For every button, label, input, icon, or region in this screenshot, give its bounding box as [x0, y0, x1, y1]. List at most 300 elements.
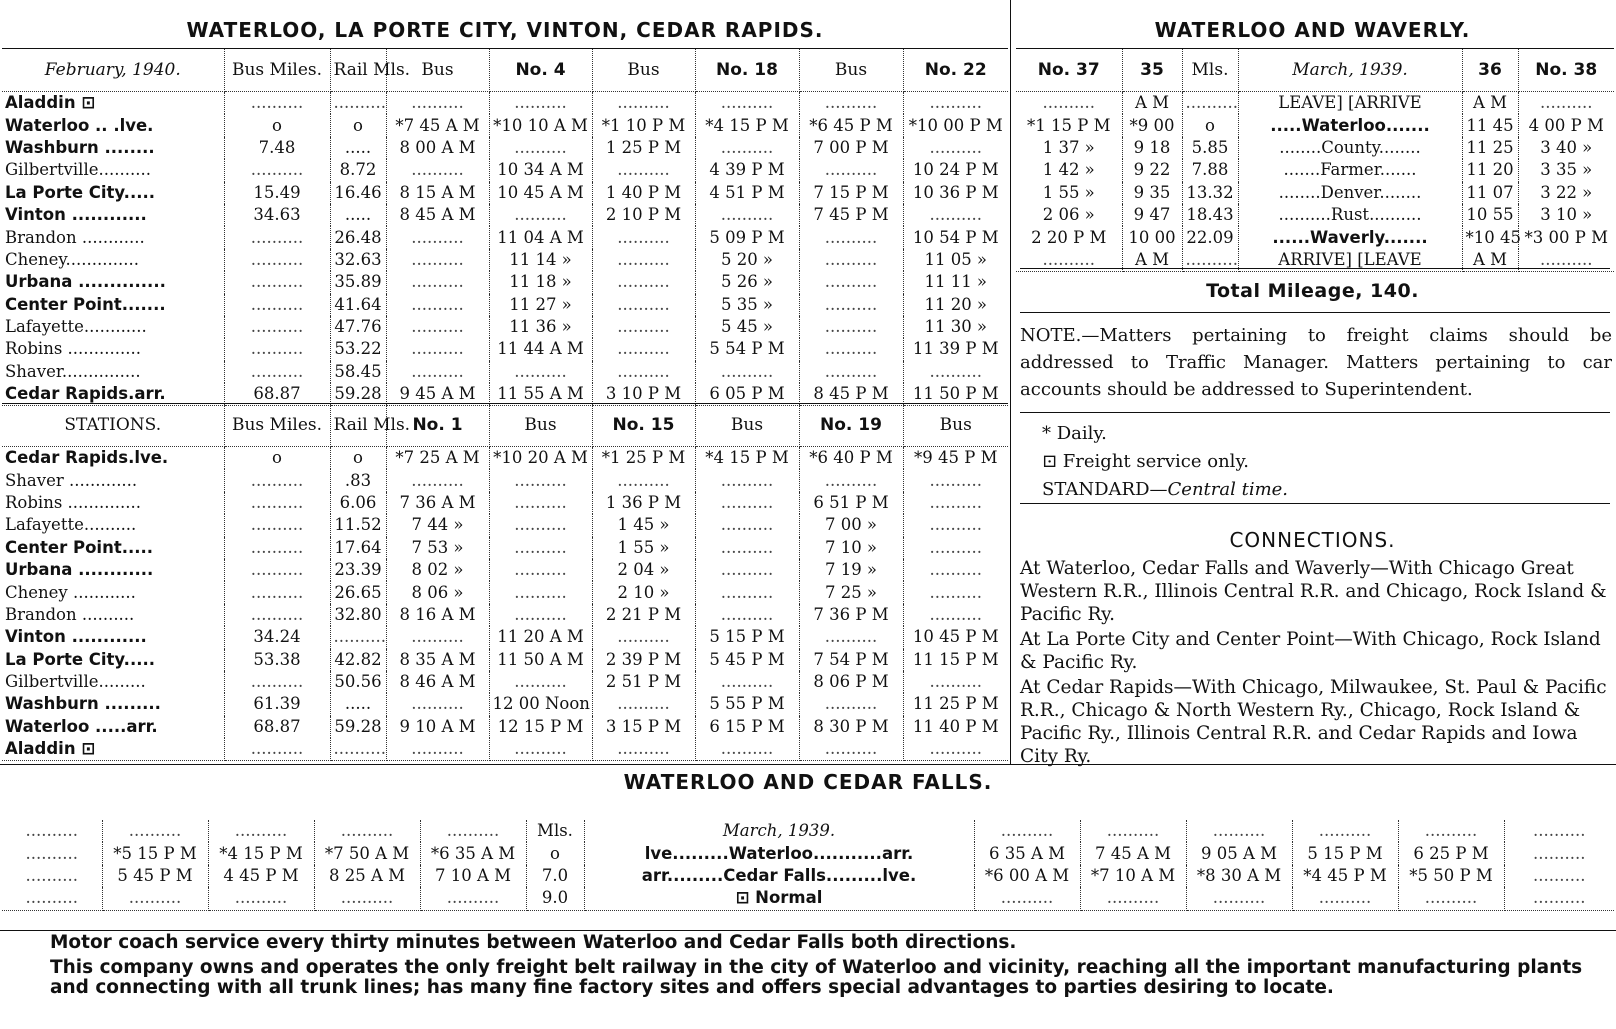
time-cell: *9 45 P M — [914, 448, 998, 468]
time-cell: .......... — [224, 271, 330, 293]
time-cell: 32.80 — [330, 604, 386, 626]
time-cell: 9 45 A M — [386, 383, 489, 406]
time-cell: 11 30 » — [924, 317, 988, 337]
time-cell: 8 06 P M — [799, 671, 903, 693]
table-row — [2, 271, 1008, 293]
station-cell: Vinton ............ — [2, 626, 224, 648]
time-cell: .......... — [799, 469, 903, 491]
time-cell: 3 22 » — [1540, 182, 1593, 202]
time-cell: 1 55 » — [1016, 182, 1122, 204]
time-cell: .......... — [386, 738, 489, 761]
time-cell: 9 10 A M — [386, 716, 489, 738]
time-cell: 9 22 — [1122, 159, 1182, 181]
time-cell: 26.65 — [330, 581, 386, 603]
time-cell: o — [526, 842, 584, 864]
cedar-falls-body — [2, 820, 1614, 910]
time-cell: 11 07 — [1462, 182, 1518, 204]
table-row — [2, 204, 1008, 226]
time-cell: .......... — [386, 226, 489, 248]
time-cell: .......... — [695, 204, 799, 226]
time-cell: .......... — [929, 137, 982, 157]
table-row — [1016, 159, 1614, 181]
time-cell: 1 55 » — [592, 537, 695, 559]
station-cell: Aladdin ⊡ — [2, 92, 224, 115]
time-cell: .......... — [695, 492, 799, 514]
time-cell: *7 50 A M — [314, 842, 420, 864]
header-cell: No. 38 — [1518, 49, 1614, 92]
table-row — [2, 693, 1008, 715]
time-cell: .......... — [489, 604, 592, 626]
header-cell: 35 — [1122, 49, 1182, 92]
table-row — [2, 581, 1008, 603]
connections-title: CONNECTIONS. — [1229, 528, 1396, 552]
time-cell: 11 39 P M — [912, 339, 999, 359]
time-cell: .......... — [224, 469, 330, 491]
time-cell: .......... — [799, 159, 903, 181]
time-cell: .......... — [489, 492, 592, 514]
time-cell: .......... — [224, 604, 330, 626]
time-cell: .......... — [1292, 887, 1398, 910]
time-cell: .......... — [330, 738, 386, 761]
time-cell: .......... — [929, 672, 982, 692]
time-cell: 11 20 — [1462, 159, 1518, 181]
time-cell: .......... — [974, 887, 1080, 910]
time-cell: 10 45 A M — [489, 182, 592, 204]
time-cell: .......... — [1504, 887, 1614, 910]
northbound-body — [2, 404, 1008, 761]
time-cell: .......... — [386, 361, 489, 383]
time-cell: 7 36 A M — [386, 492, 489, 514]
time-cell: *6 35 A M — [420, 842, 526, 864]
time-cell: 3 10 P M — [592, 383, 695, 406]
time-cell: 59.28 — [330, 383, 386, 406]
station-cell: Aladdin ⊡ — [2, 738, 224, 761]
time-cell: .......... — [799, 693, 903, 715]
time-cell: .......... — [330, 626, 386, 648]
time-cell: 8 46 A M — [386, 671, 489, 693]
connection-waterloo: At Waterloo, Cedar Falls and Waverly—With Chicago Great Western R.R., Illinois Central R.R. and Chicago, Rock Island & Pacific Ry. — [1020, 558, 1607, 625]
time-cell: *6 40 P M — [799, 447, 903, 470]
time-cell: 6 15 P M — [695, 716, 799, 738]
table-row — [2, 492, 1008, 514]
time-cell: .......... — [2, 865, 102, 887]
table-row — [2, 537, 1008, 559]
time-cell: 2 21 P M — [592, 604, 695, 626]
time-cell: 58.45 — [330, 361, 386, 383]
time-cell: .......... — [2, 820, 102, 842]
time-cell: *4 45 P M — [1292, 865, 1398, 887]
station-cell: Lafayette............ — [2, 316, 224, 338]
time-cell: 6 25 P M — [1398, 842, 1504, 864]
time-cell: 7 10 » — [799, 537, 903, 559]
time-cell: 10 55 — [1462, 204, 1518, 226]
header-cell: No. 4 — [489, 49, 592, 92]
time-cell: 8 25 A M — [314, 865, 420, 887]
time-cell: 6 05 P M — [695, 383, 799, 406]
header-row — [1016, 49, 1614, 92]
header-cell: Rail Mls. — [330, 404, 386, 447]
time-cell: .......... — [386, 338, 489, 360]
station-cell: Waterloo .. .lve. — [2, 114, 224, 136]
time-cell: .......... — [592, 361, 695, 383]
time-cell: 5 45 P M — [102, 865, 208, 887]
time-cell: 2 51 P M — [592, 671, 695, 693]
time-cell: .......... — [929, 515, 982, 535]
time-cell: .......... — [799, 92, 903, 115]
time-cell: 2 10 P M — [592, 204, 695, 226]
legend-standard: STANDARD—Central time. — [1042, 479, 1289, 500]
table-row — [2, 865, 1614, 887]
time-cell: *7 25 A M — [386, 447, 489, 470]
time-cell: *4 15 P M — [695, 114, 799, 136]
station-cell: Urbana ............ — [2, 559, 224, 581]
table-row — [1016, 226, 1614, 248]
table-row — [1016, 114, 1614, 136]
time-cell: 11 14 » — [489, 249, 592, 271]
time-cell: 5 55 P M — [695, 693, 799, 715]
station-cell: Waterloo .....arr. — [2, 716, 224, 738]
time-cell: *10 45 — [1462, 226, 1518, 248]
time-cell: 8 02 » — [386, 559, 489, 581]
time-cell: 7.0 — [526, 865, 584, 887]
time-cell: 11 36 » — [489, 316, 592, 338]
time-cell: .......... — [489, 361, 592, 383]
time-cell: .......... — [799, 294, 903, 316]
time-cell: 5 54 P M — [695, 338, 799, 360]
table-row — [2, 159, 1008, 181]
time-cell: .......... — [592, 271, 695, 293]
time-cell: .......... — [592, 738, 695, 761]
station-cell: .....Waterloo....... — [1238, 114, 1462, 136]
table-row — [2, 887, 1614, 910]
time-cell: .......... — [929, 205, 982, 225]
time-cell: .83 — [330, 469, 386, 491]
station-cell: Cedar Rapids.lve. — [2, 447, 224, 470]
time-cell: .......... — [1533, 843, 1586, 863]
time-cell: 68.87 — [224, 716, 330, 738]
footer-rule — [0, 930, 1616, 931]
time-cell: *10 00 P M — [908, 115, 1003, 135]
table-row — [2, 626, 1008, 648]
time-cell: .......... — [489, 738, 592, 761]
time-cell: .......... — [224, 92, 330, 115]
time-cell: 7 10 A M — [420, 865, 526, 887]
time-cell: 7 19 » — [799, 559, 903, 581]
time-cell: .......... — [1292, 820, 1398, 842]
time-cell: 68.87 — [224, 383, 330, 406]
time-cell: 7 00 » — [799, 514, 903, 536]
time-cell: 8 06 » — [386, 581, 489, 603]
time-cell: o — [224, 447, 330, 470]
time-cell: .......... — [799, 738, 903, 761]
time-cell: Mls. — [526, 820, 584, 842]
station-cell: lve.........Waterloo...........arr. — [584, 842, 974, 864]
connection-la-porte: At La Porte City and Center Point—With Chicago, Rock Island & Pacific Ry. — [1020, 629, 1601, 673]
table-row — [2, 226, 1008, 248]
time-cell: 5 45 P M — [695, 649, 799, 671]
time-cell: .......... — [224, 559, 330, 581]
time-cell: .......... — [592, 294, 695, 316]
mileage-rule — [1020, 312, 1610, 313]
time-cell: .......... — [489, 92, 592, 115]
time-cell: 1 25 P M — [592, 137, 695, 159]
time-cell: .......... — [592, 626, 695, 648]
station-cell: Shaver............... — [2, 361, 224, 383]
table-row — [2, 604, 1008, 626]
time-cell: *10 10 A M — [489, 114, 592, 136]
time-cell: .......... — [386, 249, 489, 271]
time-cell: .......... — [489, 514, 592, 536]
time-cell: .......... — [974, 820, 1080, 842]
time-cell: 50.56 — [330, 671, 386, 693]
northbound-timetable — [2, 403, 1008, 761]
time-cell: *7 45 A M — [386, 114, 489, 136]
time-cell: .......... — [224, 249, 330, 271]
table-row — [1016, 204, 1614, 226]
time-cell: .......... — [386, 626, 489, 648]
time-cell: 18.43 — [1182, 204, 1238, 226]
time-cell: 5 35 » — [695, 294, 799, 316]
table-row — [2, 338, 1008, 360]
time-cell: .......... — [386, 271, 489, 293]
header-cell: No. 37 — [1016, 49, 1122, 92]
station-cell: Robins .............. — [2, 338, 224, 360]
time-cell: 5 09 P M — [695, 226, 799, 248]
time-cell: 11 15 P M — [912, 649, 999, 669]
time-cell: 47.76 — [330, 316, 386, 338]
header-cell: Bus — [903, 404, 1008, 447]
time-cell: 10 24 P M — [912, 160, 999, 180]
time-cell: .......... — [1186, 887, 1292, 910]
time-cell: 61.39 — [224, 693, 330, 715]
time-cell: 4 39 P M — [695, 159, 799, 181]
table-row — [2, 361, 1008, 383]
time-cell: .......... — [224, 738, 330, 761]
time-cell: 12 00 Noon — [489, 693, 592, 715]
time-cell: 53.38 — [224, 649, 330, 671]
time-cell: 11 50 P M — [903, 383, 1008, 406]
time-cell: 11 40 P M — [912, 716, 999, 736]
time-cell: 11 55 A M — [489, 383, 592, 406]
time-cell: 12 15 P M — [489, 716, 592, 738]
time-cell: *3 00 P M — [1524, 227, 1608, 247]
table-row — [1016, 182, 1614, 204]
time-cell: .......... — [592, 338, 695, 360]
time-cell: .......... — [224, 316, 330, 338]
time-cell: 8 35 A M — [386, 649, 489, 671]
time-cell: .......... — [929, 604, 982, 624]
table-row — [2, 469, 1008, 491]
table-row — [1016, 92, 1614, 115]
header-cell: No. 19 — [799, 404, 903, 447]
time-cell: .......... — [592, 469, 695, 491]
time-cell: .......... — [1182, 249, 1238, 272]
time-cell: 4 51 P M — [695, 182, 799, 204]
time-cell: 5 20 » — [695, 249, 799, 271]
time-cell: .......... — [386, 316, 489, 338]
time-cell: *6 00 A M — [974, 865, 1080, 887]
time-cell: .......... — [489, 469, 592, 491]
station-cell: ........County........ — [1238, 137, 1462, 159]
time-cell: 9 05 A M — [1186, 842, 1292, 864]
time-cell: .......... — [903, 738, 1008, 761]
time-cell: 15.49 — [224, 182, 330, 204]
time-cell: .......... — [224, 226, 330, 248]
header-cell: Bus — [489, 404, 592, 447]
time-cell: .......... — [592, 226, 695, 248]
time-cell: *4 15 P M — [695, 447, 799, 470]
time-cell: .......... — [224, 514, 330, 536]
time-cell: o — [330, 447, 386, 470]
time-cell: 11.52 — [330, 514, 386, 536]
time-cell: 8 16 A M — [386, 604, 489, 626]
time-cell: 9 18 — [1122, 137, 1182, 159]
time-cell: A M — [1462, 249, 1518, 272]
header-cell: No. 22 — [903, 49, 1008, 92]
time-cell: 5 15 P M — [695, 626, 799, 648]
time-cell: 11 05 » — [924, 249, 988, 269]
time-cell: .......... — [592, 693, 695, 715]
time-cell: .......... — [929, 492, 982, 512]
time-cell: 1 37 » — [1016, 137, 1122, 159]
time-cell: 11 18 » — [489, 271, 592, 293]
time-cell: 7 45 P M — [799, 204, 903, 226]
time-cell: .......... — [1182, 92, 1238, 115]
time-cell: 3 15 P M — [592, 716, 695, 738]
time-cell: .......... — [386, 294, 489, 316]
time-cell: 1 45 » — [592, 514, 695, 536]
table-row — [2, 92, 1008, 115]
time-cell: 13.32 — [1182, 182, 1238, 204]
time-cell: 7 00 P M — [799, 137, 903, 159]
time-cell: .......... — [592, 316, 695, 338]
table-row — [2, 671, 1008, 693]
time-cell: 7 53 » — [386, 537, 489, 559]
time-cell: 8 45 A M — [386, 204, 489, 226]
waverly-rule — [1020, 268, 1610, 269]
time-cell: .......... — [2, 887, 102, 910]
header-cell: Bus — [799, 49, 903, 92]
time-cell: 53.22 — [330, 338, 386, 360]
time-cell: 1 40 P M — [592, 182, 695, 204]
station-cell: Urbana .............. — [2, 271, 224, 293]
time-cell: .......... — [489, 537, 592, 559]
time-cell: .......... — [1518, 249, 1614, 272]
time-cell: 10 34 A M — [489, 159, 592, 181]
time-cell: 8 30 P M — [799, 716, 903, 738]
time-cell: 35.89 — [330, 271, 386, 293]
station-cell: Gilbertville.......... — [2, 159, 224, 181]
time-cell: *5 15 P M — [102, 842, 208, 864]
time-cell: .......... — [1016, 249, 1122, 272]
time-cell: 2 10 » — [592, 581, 695, 603]
time-cell: .......... — [695, 559, 799, 581]
time-cell: .......... — [420, 887, 526, 910]
time-cell: .......... — [224, 159, 330, 181]
table-row — [2, 738, 1008, 761]
table-row — [2, 447, 1008, 470]
station-cell: Gilbertville......... — [2, 671, 224, 693]
time-cell: .......... — [799, 338, 903, 360]
station-cell: LEAVE] [ARRIVE — [1238, 92, 1462, 115]
station-cell: Cheney.............. — [2, 249, 224, 271]
time-cell: *4 15 P M — [208, 842, 314, 864]
time-cell: .......... — [695, 137, 799, 159]
time-cell: 10 00 — [1122, 226, 1182, 248]
time-cell: .......... — [1533, 865, 1586, 885]
time-cell: 59.28 — [330, 716, 386, 738]
time-cell: .......... — [224, 294, 330, 316]
time-cell: 11 44 A M — [489, 338, 592, 360]
legend-freight: ⊡ Freight service only. — [1042, 451, 1249, 472]
time-cell: .......... — [1016, 92, 1122, 115]
time-cell: 7 25 » — [799, 581, 903, 603]
time-cell: 17.64 — [330, 537, 386, 559]
time-cell: 3 35 » — [1540, 160, 1593, 180]
time-cell: .......... — [695, 92, 799, 115]
station-cell: Robins .............. — [2, 492, 224, 514]
station-cell: ⊡ Normal — [584, 887, 974, 910]
time-cell: 3 10 » — [1540, 205, 1593, 225]
time-cell: .......... — [695, 738, 799, 761]
time-cell: .......... — [489, 137, 592, 159]
header-cell: Bus Miles. — [224, 404, 330, 447]
time-cell: 2 39 P M — [592, 649, 695, 671]
station-cell: Cedar Rapids.arr. — [2, 383, 224, 406]
time-cell: .......... — [1186, 820, 1292, 842]
time-cell: .......... — [929, 537, 982, 557]
time-cell: 8 15 A M — [386, 182, 489, 204]
header-cell: 36 — [1462, 49, 1518, 92]
time-cell: .......... — [224, 361, 330, 383]
time-cell: 7 44 » — [386, 514, 489, 536]
time-cell: .......... — [695, 604, 799, 626]
waverly-body — [1016, 49, 1614, 272]
header-row — [2, 404, 1008, 447]
time-cell: 3 40 » — [1540, 137, 1593, 157]
station-cell: Brandon .......... — [2, 604, 224, 626]
time-cell: *1 15 P M — [1016, 114, 1122, 136]
note-rule — [1020, 412, 1610, 413]
time-cell: 11 20 » — [924, 294, 988, 314]
station-cell: ..........Rust.......... — [1238, 204, 1462, 226]
time-cell: 11 45 — [1462, 114, 1518, 136]
time-cell: .......... — [102, 820, 208, 842]
time-cell: .......... — [592, 249, 695, 271]
legend — [1042, 420, 1602, 504]
header-cell: Mls. — [1182, 49, 1238, 92]
time-cell: 8.72 — [330, 159, 386, 181]
time-cell: .......... — [1080, 887, 1186, 910]
time-cell: o — [330, 114, 386, 136]
total-mileage: Total Mileage, 140. — [1206, 280, 1419, 302]
header-cell: No. 15 — [592, 404, 695, 447]
time-cell: .......... — [929, 582, 982, 602]
time-cell: .......... — [330, 92, 386, 115]
section-divider — [1010, 0, 1011, 764]
time-cell: .......... — [489, 559, 592, 581]
time-cell: 2 04 » — [592, 559, 695, 581]
station-cell: La Porte City..... — [2, 649, 224, 671]
footer-company-note: This company owns and operates the only freight belt railway in the city of Waterloo and vicinity, reaching all the important manufacturing plants and connecting with all trunk lines; has many fine factory sites and offers special advantages to parties desiring to locate. — [50, 957, 1583, 998]
time-cell: .......... — [1080, 820, 1186, 842]
time-cell: .......... — [314, 820, 420, 842]
time-cell: .......... — [386, 693, 489, 715]
time-cell: 26.48 — [330, 226, 386, 248]
time-cell: .......... — [489, 581, 592, 603]
time-cell: .......... — [1398, 820, 1504, 842]
time-cell: 7 54 P M — [799, 649, 903, 671]
